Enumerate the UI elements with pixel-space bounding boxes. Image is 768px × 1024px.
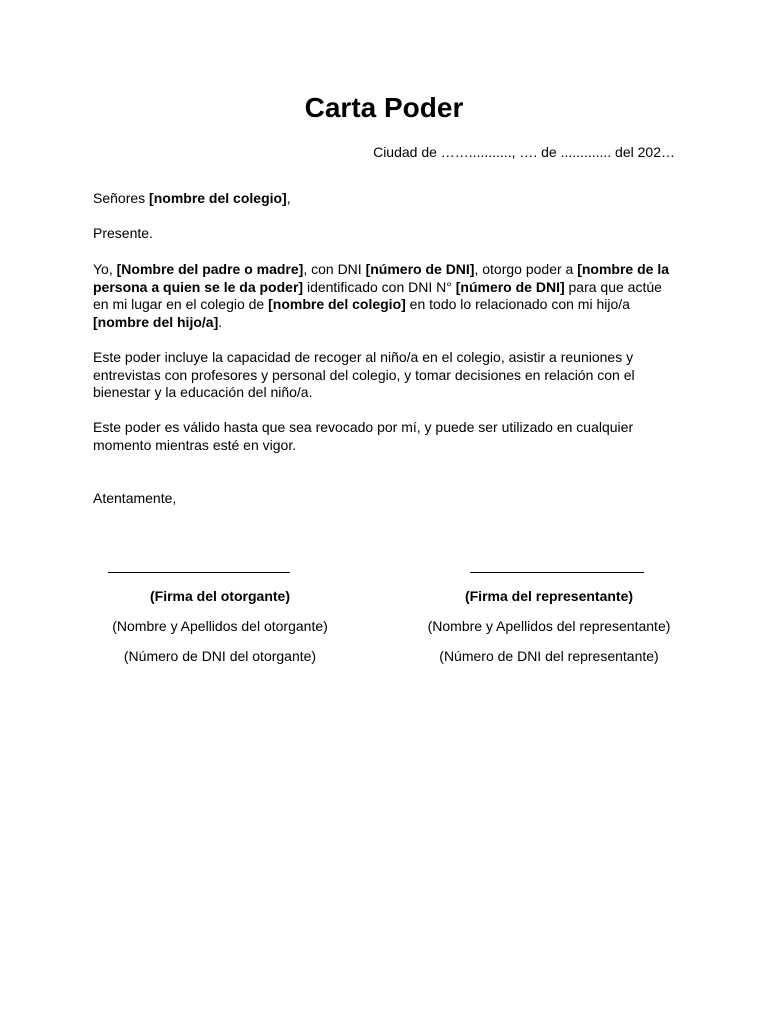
greeting	[93, 190, 678, 208]
representative-dni-label: (Número de DNI del representante)	[439, 648, 659, 664]
parent-dni-placeholder: [número de DNI]	[365, 261, 475, 277]
presente-line: Presente.	[93, 225, 153, 241]
child-name-placeholder: [nombre del hijo/a]	[93, 313, 219, 330]
para1-text-6: en todo lo relacionado con mi hijo/a	[405, 296, 630, 312]
representative-name-placeholder: [nombre de la persona a quien se le da poder]	[93, 261, 670, 295]
para1-text-7: .	[218, 313, 223, 330]
representative-signature-label: (Firma del representante)	[464, 588, 634, 604]
date-line: Ciudad de ……..........., …. de ............. del 202…	[373, 144, 675, 160]
school-name-placeholder: [nombre del colegio]	[268, 296, 406, 312]
para1-text-4: identificado con DNI N°	[303, 278, 456, 295]
grantor-dni-label: (Número de DNI del otorgante)	[123, 648, 317, 664]
grantor-name-label: (Nombre y Apellidos del otorgante)	[112, 618, 328, 634]
representative-dni-placeholder: [número de DNI]	[455, 278, 565, 295]
paragraph-scope: Este poder incluye la capacidad de recoger al niño/a en el colegio, asistir a reuniones y entrevistas con profesores y personal del colegio, y tomar decisiones en relación con el bienestar y la educación del niño/a.	[93, 349, 635, 400]
grantor-signature-label: (Firma del otorgante)	[149, 588, 290, 604]
para1-text-5: para que actúe en mi lugar en el colegio de	[93, 278, 662, 312]
document-title: Carta Poder	[304, 92, 464, 123]
signature-line-grantor	[108, 572, 290, 573]
para1-text-2: , con DNI	[303, 261, 366, 277]
paragraph-grant	[93, 261, 678, 331]
para1-text-1: Yo,	[93, 261, 117, 277]
greeting-prefix: Señores	[93, 190, 150, 206]
closing: Atentamente,	[93, 490, 177, 506]
greeting-suffix: ,	[286, 190, 291, 206]
greeting-school-placeholder: [nombre del colegio]	[149, 190, 287, 206]
paragraph-validity: Este poder es válido hasta que sea revocado por mí, y puede ser utilizado en cualquier momento mientras esté en vigor.	[93, 419, 634, 453]
representative-name-label: (Nombre y Apellidos del representante)	[427, 618, 671, 634]
signature-line-representative	[470, 572, 644, 573]
parent-name-placeholder: [Nombre del padre o madre]	[116, 261, 304, 277]
para1-text-3: , otorgo poder a	[474, 261, 578, 277]
